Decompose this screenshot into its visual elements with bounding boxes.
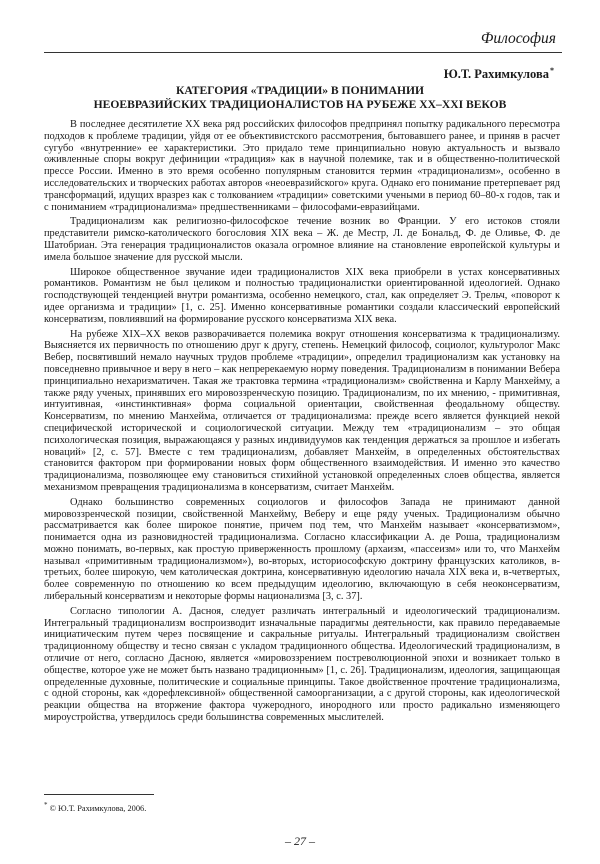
paragraph-3: Широкое общественное звучание идеи традиционалистов XIX века приобрели в устах консервативных романтиков. Романтизм не был целиком и полностью традиционалистки ориентированной идеологией. Однако господствующей тенденцией внутри романтизма, особенно немецкого, стал, как определяет Э. Трельч, «поворот к идее организма и традиции» [1, с. 25]. Именно консервативные романтики создали классический европейский консерватизм, повлиявший на формирование русского консерватизма XIX века. bbox=[44, 266, 560, 325]
article-body bbox=[44, 119, 560, 727]
author-footnote-marker: * bbox=[550, 66, 554, 75]
footnote-marker: * bbox=[44, 801, 48, 809]
title-line-1: КАТЕГОРИЯ «ТРАДИЦИИ» В ПОНИМАНИИ bbox=[175, 84, 425, 97]
footnote bbox=[44, 801, 146, 813]
paragraph-1: В последнее десятилетие XX века ряд российских философов предпринял попытку радикального пересмотра подходов к проблеме традиции, уйдя от ее объективистского рассмотрения, бытовавшего ранее, и приняв в расчет сугубо «внутренние» ее характеристики. Это придало теме принципиально новую актуальность и вызвало оживленные споры вокруг дефиниции «традиция» как в научной полемике, так и в общественно-политической прессе России. Именно в это время особенно популярным становится термин «традиционализм», особенно в исследовательских и творческих работах авторов «неоевразийского» круга. Однако его понимание претерпевает ряд трансформаций, идущих вразрез как с толкованием «традиции» советскими учеными в период 60–80-х годов, так и с пониманием «традиционализма» предшественниками – философами-евразийцами. bbox=[44, 119, 560, 213]
paragraph-5: Однако большинство современных социологов и философов Запада не принимают данной мировоззренческой позиции, свойственной Манхейму, Веберу и еще ряду ученых. Традиционализм обычно рассматривается как более широкое понятие, причем под тем, что Манхейм называет «консерватизмом», понимается одна из разновидностей традиционализма. Согласно классификации А. де Роша, традиционализм можно понимать, во-первых, как простую приверженность прошлому (архаизм, «пассеизм» или то, что Манхейм называл «примитивным традиционализмом»), во-вторых, историософскую доктрину французских католиков, в-третьих, более широкую, чем католическая доктрина, консервативную идеологию начала XIX века и, в-четвертых, более современную по отношению ко всем предыдущим идеологию, включающую в себя неоконсерватизм, либеральный консерватизм и некоторые формы национализма [3, с. 37]. bbox=[44, 496, 560, 603]
page-number: – 27 – bbox=[285, 834, 315, 848]
running-head: Философия bbox=[480, 30, 556, 47]
footnote-rule bbox=[44, 794, 154, 795]
paragraph-4: На рубеже XIX–XX веков разворачивается полемика вокруг отношения консерватизма к традиционализму. Выясняется их первичность по отношению друг к другу, степень. Немецкий философ, социолог, культуролог Макс Вебер, посвятивший немало научных трудов проблеме «традиции», определил традиционализм как установку на повседневно привычное и веру в него – как непререкаемую норму поведения. Традиционализм в понимании Вебера принципиально нехаризматичен. Такая же трактовка термина «традиционализм» свойственна и Карлу Манхейму, а также ряду ученых, принявших его мировоззренческую позицию. Традиционализм, по их мнению, - примитивная, интуитивная, «инстинктивная» форма социальной ориентации, свойственная феодальному обществу. Консерватизм, по мнению Манхейма, отличается от традиционализма: прежде всего является функцией некой специфической исторической и социологической ситуации. Между тем «традиционализм – это общая психологическая позиция, выражающаяся у разных индивидуумов как тенденция держаться за прошлое и избегать новаций» [2, с. 57]. Вместе с тем традиционализм, добавляет Манхейм, в определенных обстоятельствах становится фактором при формировании новых форм общественного взаимодействия. И именно это качество традиционализма, позволяющее ему становиться стихийной установкой определенных слоев общества, является механизмом превращения традиционализма в консерватизм, считает Манхейм. bbox=[44, 328, 560, 493]
article-title bbox=[60, 84, 540, 112]
footnote-text: © Ю.Т. Рахимкулова, 2006. bbox=[49, 803, 147, 813]
author-name bbox=[444, 66, 554, 82]
paragraph-6: Согласно типологии А. Дасноя, следует различать интегральный и идеологический традиционализм. Интегральный традиционализм воспроизводит изначальные парадигмы деятельности, как правило передаваемые инициатическим путем через посвящение и сакральные ритуалы. Интегральный традиционализм свойствен традиционному обществу и тесно связан с укладом традиционного общества. Идеологический традиционализм, в отличие от него, согласно Дасною, является «мировоззрением постреволюционной эпохи и возникает только в обществе, которое уже не может быть названо традиционным» [1, с. 26]. Традиционализм, идеология, защищающая определенные духовные, политические и социальные принципы. Такое двойственное прочтение традиционализма, с одной стороны, как «дорефлексивной» общественной самоорганизации, а с другой стороны, как идеологической реакции общества на вторжение фактора чужеродного, инородного или просто радикально изменяющего мироустройства, утвердилось среди большинства современных мыслителей. bbox=[44, 605, 560, 724]
title-line-2: НЕОЕВРАЗИЙСКИХ ТРАДИЦИОНАЛИСТОВ НА РУБЕЖЕ XX–XXI ВЕКОВ bbox=[93, 98, 507, 111]
author-text: Ю.Т. Рахимкулова bbox=[443, 67, 549, 82]
header-rule bbox=[44, 52, 562, 53]
paragraph-2: Традиционализм как религиозно-философское течение возник во Франции. У его истоков стояли представители римско-католического богословия XIX века – Ж. де Местр, Л. де Бональд, Ф. де Оливье, Ф. де Шатобриан. Эта генерация традиционалистов оказала огромное влияние на становление европейской культуры и имела большое значение для русской мысли. bbox=[44, 216, 560, 263]
